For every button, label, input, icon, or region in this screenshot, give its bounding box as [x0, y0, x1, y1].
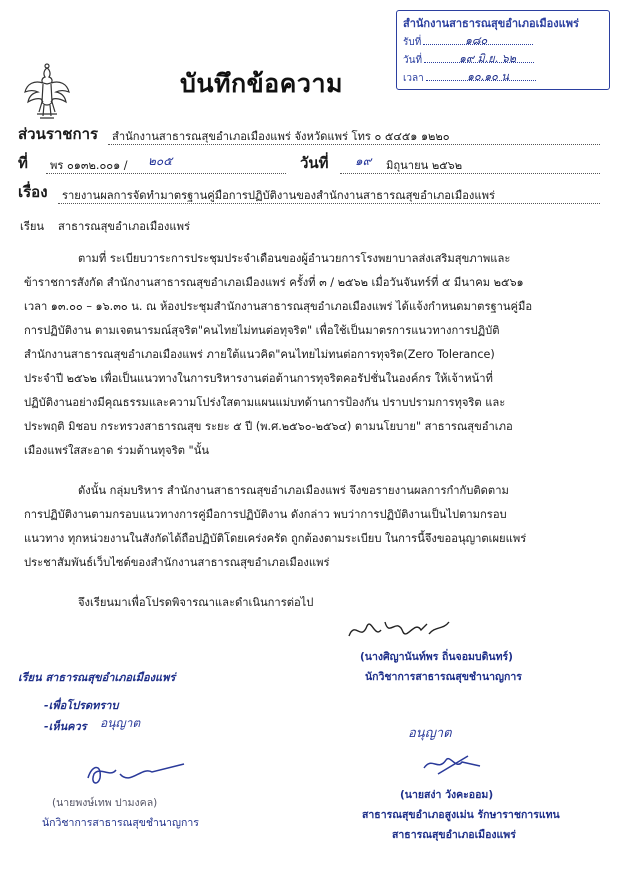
body-line: ดังนั้น กลุ่มบริหาร สำนักงานสาธารณสุขอำเภอเมืองแพร่ จึงขอรายงานผลการกำกับติดตาม [78, 484, 509, 497]
approver-position: สาธารณสุขอำเภอเมืองแพร่ [392, 829, 516, 841]
date-day-handwritten: ๑๙ [355, 154, 372, 168]
subject-underline [58, 203, 600, 204]
subject-label: เรื่อง [18, 183, 48, 201]
body-line: การปฏิบัติงาน ตามเจตนารมณ์สุจริต"คนไทยไม่ทนต่อทุจริต" เพื่อใช้เป็นมาตรการแนวทางการปฏิบัติ [24, 324, 500, 337]
ref-underline [46, 173, 286, 174]
page-title: บันทึกข้อความ [180, 69, 343, 98]
to-label: เรียน [20, 220, 45, 233]
note-item-recommend: -เห็นควร [44, 720, 87, 733]
date-underline [340, 173, 600, 174]
approver-position-acting: สาธารณสุขอำเภอสูงเม่น รักษาราชการแทน [362, 809, 560, 821]
agency-underline [108, 144, 600, 145]
stamp-label: เวลา [403, 73, 424, 84]
body-line: เวลา ๑๓.๐๐ – ๑๖.๓๐ น. ณ ห้องประชุมสำนักงานสาธารณสุขอำเภอเมืองแพร่ ได้แจ้งกำหนดมาตรฐานคู่มือ [24, 300, 533, 313]
body-line: แนวทาง ทุกหน่วยงานในสังกัดได้ถือปฏิบัติโดยเคร่งครัด ถูกต้องตามระเบียบ ในการนี้จึงขออนุญาตเผยแพร่ [24, 532, 527, 545]
approver-handwritten: อนุญาต [408, 726, 452, 741]
stamp-label: วันที่ [403, 55, 423, 66]
approver-signature [418, 748, 488, 782]
body-line: ประชาสัมพันธ์เว็บไซต์ของสำนักงานสาธารณสุขอำเภอเมืองแพร่ [24, 556, 330, 569]
closing-line: จึงเรียนมาเพื่อโปรดพิจารณาและดำเนินการต่อไป [78, 596, 314, 609]
stamp-value-receive-no: ๑๘๐ [465, 34, 488, 47]
reviewer-position: นักวิชาการสาธารณสุขชำนาญการ [42, 817, 199, 829]
stamp-title: สำนักงานสาธารณสุขอำเภอเมืองแพร่ [403, 17, 579, 30]
body-line: ปฏิบัติงานอย่างมีคุณธรรมและความโปร่งใสตามแผนแม่บทด้านการป้องกัน ปราบปรามการทุจริต และ [24, 396, 506, 409]
signer-position: นักวิชาการสาธารณสุขชำนาญการ [365, 671, 522, 683]
receipt-stamp [396, 10, 610, 90]
agency-value: สำนักงานสาธารณสุขอำเภอเมืองแพร่ จังหวัดแพร่ โทร ๐ ๕๔๕๑ ๑๒๒๐ [112, 130, 450, 143]
subject-value: รายงานผลการจัดทำมาตรฐานคู่มือการปฏิบัติงานของสำนักงานสาธารณสุขอำเภอเมืองแพร่ [62, 189, 495, 202]
ref-value: พร ๐๑๓๒.๐๐๑ / [50, 159, 128, 172]
body-line: การปฏิบัติงานตามกรอบแนวทางการคู่มือการปฏิบัติงาน ดังกล่าว พบว่าการปฏิบัติงานเป็นไปตามกรอบ [24, 508, 507, 521]
approver-name: (นายสง่า วังคะออม) [400, 789, 494, 801]
note-to: เรียน สาธารณสุขอำเภอเมืองแพร่ [18, 671, 176, 684]
reviewer-signature [80, 758, 190, 796]
body-line: ประจำปี ๒๕๖๒ เพื่อเป็นแนวทางในการบริหารงานต่อต้านการทุจริตคอรัปชั่นในองค์กร ให้เจ้าหน้าที่ [24, 372, 493, 385]
body-line: ประพฤติ มิชอบ กระทรวงสาธารณสุข ระยะ ๕ ปี (พ.ศ.๒๕๖๐-๒๕๖๔) ตามนโยบาย" สาธารณสุขอำเภอ [24, 420, 513, 433]
note-item-acknowledge: -เพื่อโปรดทราบ [44, 699, 119, 712]
stamp-value-date: ๑๙ มิ.ย. ๖๒ [459, 52, 516, 65]
body-line: สำนักงานสาธารณสุขอำเภอเมืองแพร่ ภายใต้แนวคิด"คนไทยไม่ทนต่อการทุจริต(Zero Tolerance) [24, 348, 495, 361]
reviewer-name: (นายพงษ์เทพ ปามงคล) [52, 797, 158, 809]
body-line: เมืองแพร่ใสสะอาด ร่วมต้านทุจริต "นั้น [24, 444, 209, 457]
stamp-value-time: ๑๐.๑๐ น [467, 70, 509, 83]
ref-number-handwritten: ๒๐๕ [148, 154, 173, 168]
signer-signature [345, 612, 455, 652]
signer-name: (นางศิญานันท์พร ถิ่นจอมบดินทร์) [360, 651, 513, 663]
stamp-label: รับที่ [403, 37, 422, 48]
date-label: วันที่ [300, 154, 329, 172]
ref-label: ที่ [18, 154, 28, 172]
body-line: ข้าราชการสังกัด สำนักงานสาธารณสุขอำเภอเมืองแพร่ ครั้งที่ ๓ / ๒๕๖๒ เมื่อวันจันทร์ที่ ๕ มีนาคม ๒๕๖๑ [24, 276, 524, 289]
date-value: มิถุนายน ๒๕๖๒ [386, 159, 463, 172]
to-value: สาธารณสุขอำเภอเมืองแพร่ [58, 220, 190, 233]
garuda-emblem-icon [22, 62, 72, 122]
agency-label: ส่วนราชการ [18, 125, 99, 143]
note-handwritten: อนุญาต [100, 716, 141, 730]
body-line: ตามที่ ระเบียบวาระการประชุมประจำเดือนของผู้อำนวยการโรงพยาบาลส่งเสริมสุขภาพและ [78, 252, 511, 265]
